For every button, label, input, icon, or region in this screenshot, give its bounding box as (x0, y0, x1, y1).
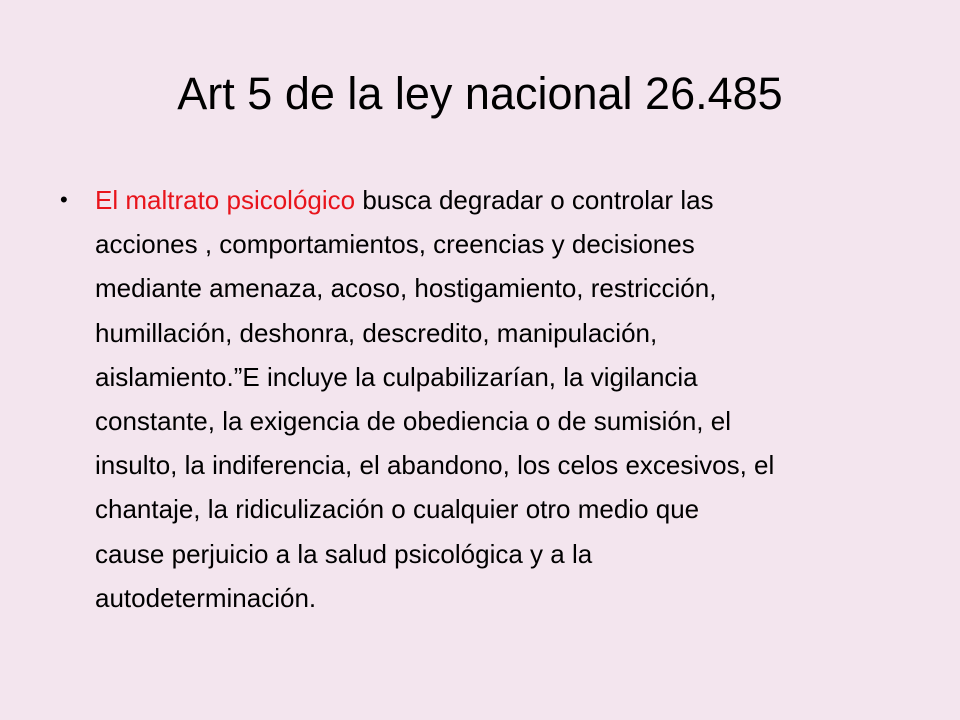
bullet-list (0, 178, 960, 620)
bullet-text (95, 178, 960, 620)
bullet-line: humillación, deshonra, descredito, manipulación, (95, 317, 658, 348)
bullet-line: acciones , comportamientos, creencias y decisiones (95, 229, 695, 260)
slide-title: Art 5 de la ley nacional 26.485 (177, 68, 783, 119)
bullet-line: mediante amenaza, acoso, hostigamiento, restricción, (95, 273, 717, 304)
bullet-line: chantaje, la ridiculización o cualquier otro medio que (95, 494, 700, 525)
bullet-line: constante, la exigencia de obediencia o de sumisión, el (95, 405, 731, 436)
bullet-line: cause perjuicio a la salud psicológica y a la (95, 538, 593, 569)
bullet-line: autodeterminación. (95, 582, 317, 613)
bullet-line (95, 178, 960, 222)
highlighted-term: El maltrato psicológico (95, 185, 356, 215)
bullet-line: aislamiento.”E incluye la culpabilizarían, la vigilancia (95, 361, 698, 392)
bullet-line: insulto, la indiferencia, el abandono, los celos excesivos, el (95, 450, 775, 481)
bullet-marker: • (60, 187, 68, 212)
bullet-line-text: busca degradar o controlar las (355, 185, 714, 215)
bullet-item (0, 178, 960, 620)
